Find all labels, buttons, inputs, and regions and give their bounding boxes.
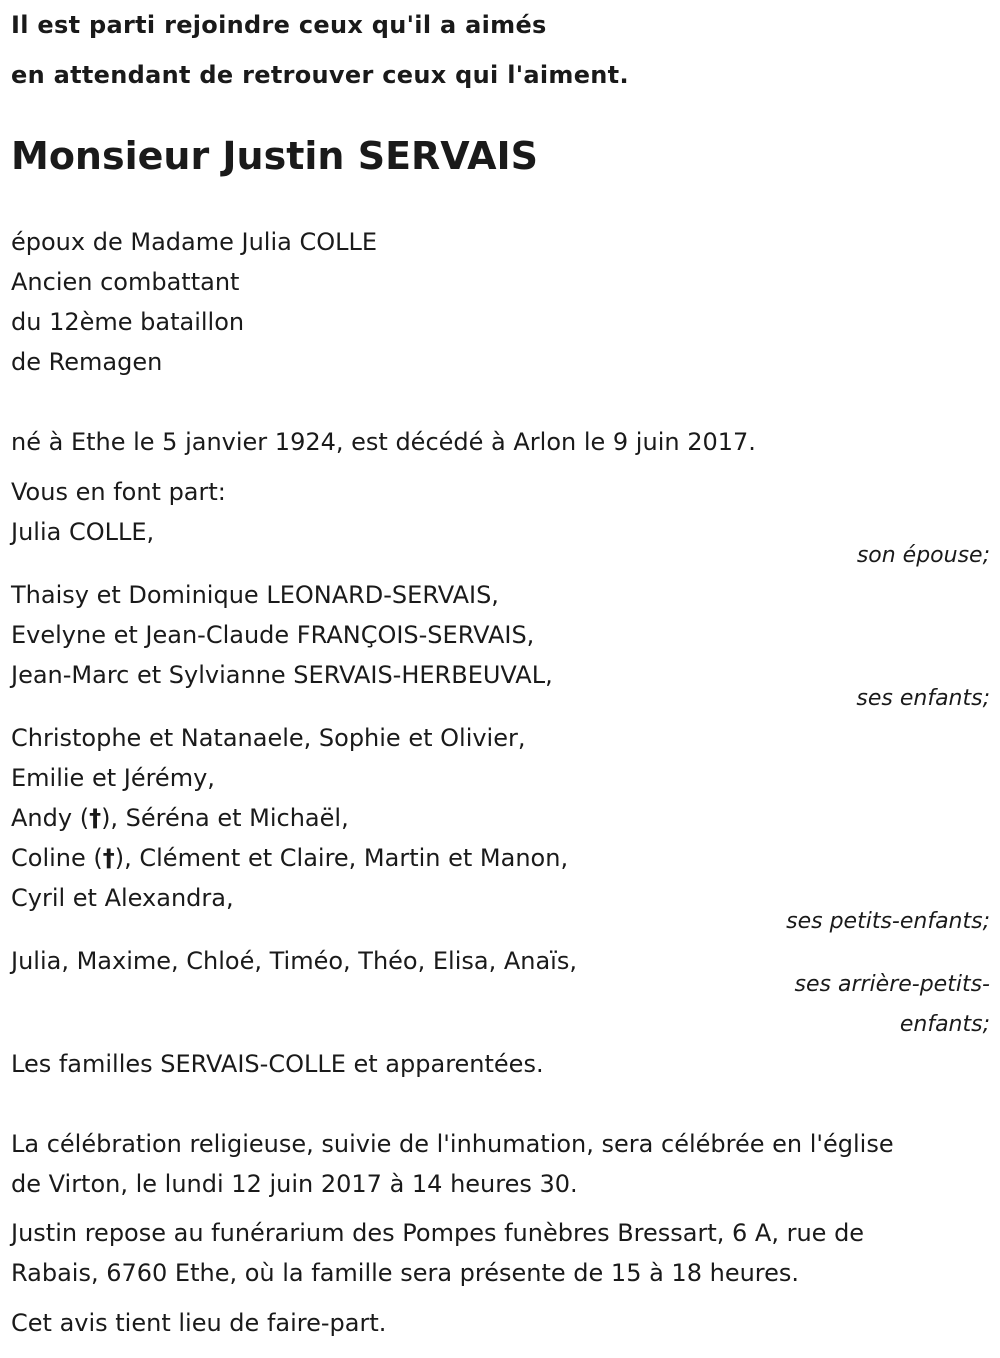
- grandchild-line-1: Christophe et Natanaele, Sophie et Olivier,: [11, 724, 526, 752]
- grandchild-line-5: Cyril et Alexandra,: [11, 884, 234, 912]
- closing-line: Cet avis tient lieu de faire-part.: [11, 1309, 387, 1337]
- great-grandchildren-role-1: ses arrière-petits-: [794, 972, 990, 997]
- child-line-2: Evelyne et Jean-Claude FRANÇOIS-SERVAIS,: [11, 621, 535, 649]
- grandchild-line-4-text: Coline (: [11, 844, 103, 872]
- epitaph-line-1: Il est parti rejoindre ceux qu'il a aimés: [11, 11, 547, 39]
- child-line-1: Thaisy et Dominique LEONARD-SERVAIS,: [11, 581, 499, 609]
- great-grandchildren-line: Julia, Maxime, Chloé, Timéo, Théo, Elisa, Anaïs,: [11, 947, 577, 975]
- spouse-name: Julia COLLE,: [11, 518, 155, 546]
- detail-veteran: Ancien combattant: [11, 268, 240, 296]
- grandchild-line-3-rest: ), Séréna et Michaël,: [101, 804, 349, 832]
- ceremony-line-1: La célébration religieuse, suivie de l'inhumation, sera célébrée en l'église: [11, 1130, 894, 1158]
- funeral-home-line-2: Rabais, 6760 Ethe, où la famille sera présente de 15 à 18 heures.: [11, 1259, 800, 1287]
- great-grandchildren-role-2: enfants;: [899, 1012, 990, 1037]
- child-line-3: Jean-Marc et Sylvianne SERVAIS-HERBEUVAL,: [11, 661, 553, 689]
- birth-death-line: né à Ethe le 5 janvier 1924, est décédé à Arlon le 9 juin 2017.: [11, 428, 756, 456]
- cross-icon: †: [102, 844, 115, 872]
- grandchildren-role: ses petits-enfants;: [786, 909, 990, 934]
- spouse-role: son épouse;: [856, 543, 990, 568]
- children-role: ses enfants;: [856, 686, 990, 711]
- detail-battalion: du 12ème bataillon: [11, 308, 245, 336]
- grandchild-line-4: [11, 843, 568, 873]
- funeral-home-line-1: Justin repose au funérarium des Pompes funèbres Bressart, 6 A, rue de: [11, 1219, 865, 1247]
- grandchild-line-3-text: Andy (: [11, 804, 90, 832]
- grandchild-line-4-rest: ), Clément et Claire, Martin et Manon,: [114, 844, 569, 872]
- ceremony-line-2: de Virton, le lundi 12 juin 2017 à 14 heures 30.: [11, 1170, 578, 1198]
- families-line: Les familles SERVAIS-COLLE et apparentées.: [11, 1050, 544, 1078]
- announcement-intro: Vous en font part:: [11, 478, 226, 506]
- grandchild-line-2: Emilie et Jérémy,: [11, 764, 215, 792]
- deceased-name: Monsieur Justin SERVAIS: [11, 134, 539, 178]
- detail-remagen: de Remagen: [11, 348, 163, 376]
- cross-icon: †: [89, 804, 102, 832]
- detail-spouse: époux de Madame Julia COLLE: [11, 228, 377, 256]
- grandchild-line-3: [11, 803, 349, 833]
- epitaph-line-2: en attendant de retrouver ceux qui l'aiment.: [11, 61, 629, 89]
